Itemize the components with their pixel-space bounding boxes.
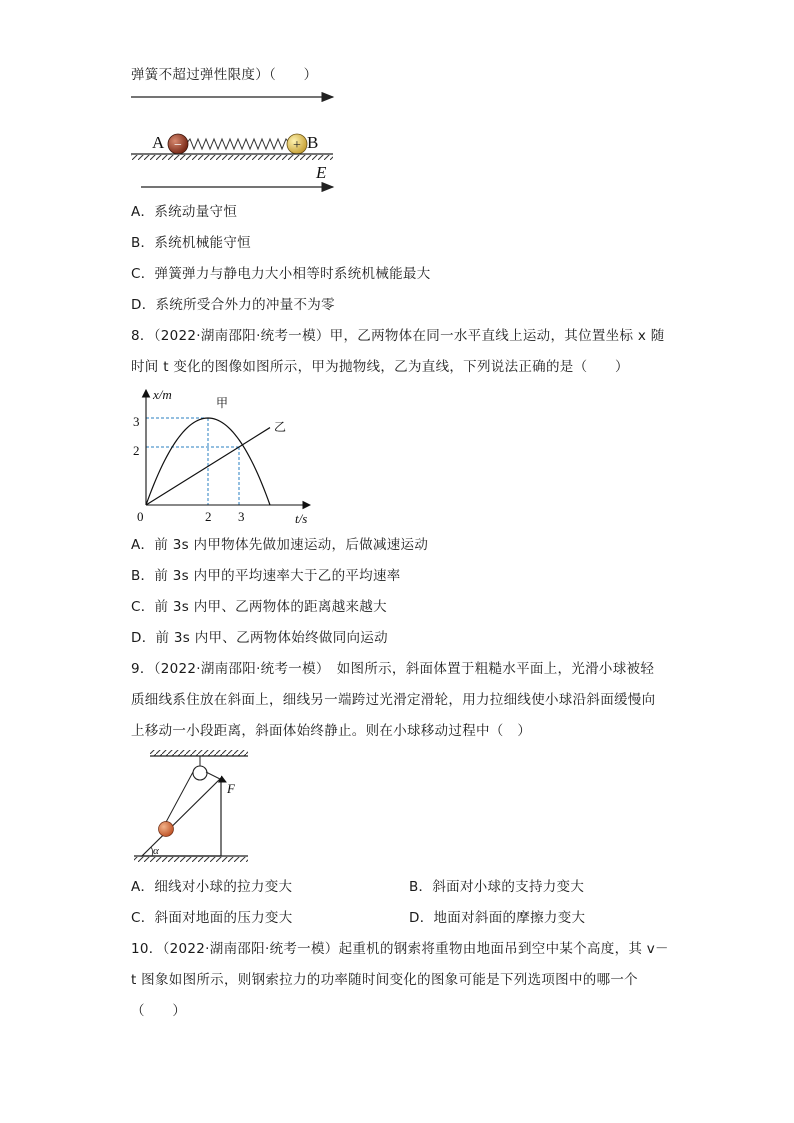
q8-stem-line1: 8．（2022·湖南邵阳·统考一模）甲，乙两物体在同一水平直线上运动，其位置坐标 x 随 — [131, 328, 665, 344]
x-tick-3: 3 — [238, 509, 245, 524]
q8-option-b: B．前 3s 内甲的平均速率大于乙的平均速率 — [131, 568, 401, 584]
string-pull — [206, 772, 226, 782]
series-label-yi: 乙 — [274, 420, 287, 434]
q9-option-a: A．细线对小球的拉力变大 — [131, 879, 293, 895]
ground-hatch-9 — [134, 857, 248, 862]
q9-option-d: D．地面对斜面的摩擦力变大 — [409, 910, 586, 926]
q7-text-tail: 弹簧不超过弹性限度）（ ） — [131, 67, 318, 83]
q8-option-a: A．前 3s 内甲物体先做加速运动，后做减速运动 — [131, 537, 429, 553]
ceiling-hatch — [150, 750, 248, 756]
q8-option-c: C．前 3s 内甲、乙两物体的距离越来越大 — [131, 599, 387, 615]
label-alpha: α — [153, 845, 159, 857]
q10-stem-line1: 10．（2022·湖南邵阳·统考一模）起重机的钢索将重物由地面吊到空中某个高度，其 v－ — [131, 941, 669, 957]
y-tick-2: 2 — [133, 443, 140, 458]
ground-hatch — [131, 155, 333, 160]
q9-stem-line1: 9．（2022·湖南邵阳·统考一模） 如图所示，斜面体置于粗糙水平面上，光滑小球被轻 — [131, 661, 655, 677]
q8-xt-chart — [128, 385, 328, 530]
y-tick-3: 3 — [133, 414, 140, 429]
q9-stem-line2: 质细线系住放在斜面上，细线另一端跨过光滑定滑轮，用力拉细线使小球沿斜面缓慢向 — [131, 692, 656, 708]
label-a: A — [152, 133, 165, 152]
q7-spring-figure — [126, 88, 341, 198]
x-tick-0: 0 — [137, 509, 144, 524]
q9-option-c: C．斜面对地面的压力变大 — [131, 910, 293, 926]
q9-option-b: B．斜面对小球的支持力变大 — [409, 879, 585, 895]
ball-a-charge: − — [174, 138, 182, 153]
q10-stem-line3: （ ） — [131, 1003, 187, 1019]
series-label-jia: 甲 — [216, 396, 229, 410]
q7-option-a: A．系统动量守恒 — [131, 204, 238, 220]
series-jia-curve — [146, 418, 270, 505]
q7-option-b: B．系统机械能守恒 — [131, 235, 251, 251]
q10-stem-line2: t 图象如图所示，则钢索拉力的功率随时间变化的图象可能是下列选项图中的哪一个 — [131, 972, 638, 988]
q8-option-d: D．前 3s 内甲、乙两物体始终做同向运动 — [131, 630, 388, 646]
label-e: E — [316, 163, 327, 182]
y-axis-label: x/m — [153, 387, 172, 402]
q7-option-c: C．弹簧弹力与静电力大小相等时系统机械能最大 — [131, 266, 431, 282]
label-b: B — [307, 133, 319, 152]
q9-stem-line3: 上移动一小段距离，斜面体始终静止。则在小球移动过程中（ ） — [131, 723, 532, 739]
spring — [186, 139, 290, 149]
ball — [159, 822, 174, 837]
ball-b-charge: + — [293, 138, 301, 153]
x-axis-label: t/s — [295, 511, 308, 526]
q8-stem-line2: 时间 t 变化的图像如图所示，甲为抛物线，乙为直线，下列说法正确的是（ ） — [131, 359, 629, 375]
q9-incline-figure — [132, 748, 257, 868]
x-tick-2: 2 — [205, 509, 212, 524]
pulley — [193, 766, 207, 780]
label-f: F — [227, 781, 235, 796]
q7-option-d: D．系统所受合外力的冲量不为零 — [131, 297, 335, 313]
